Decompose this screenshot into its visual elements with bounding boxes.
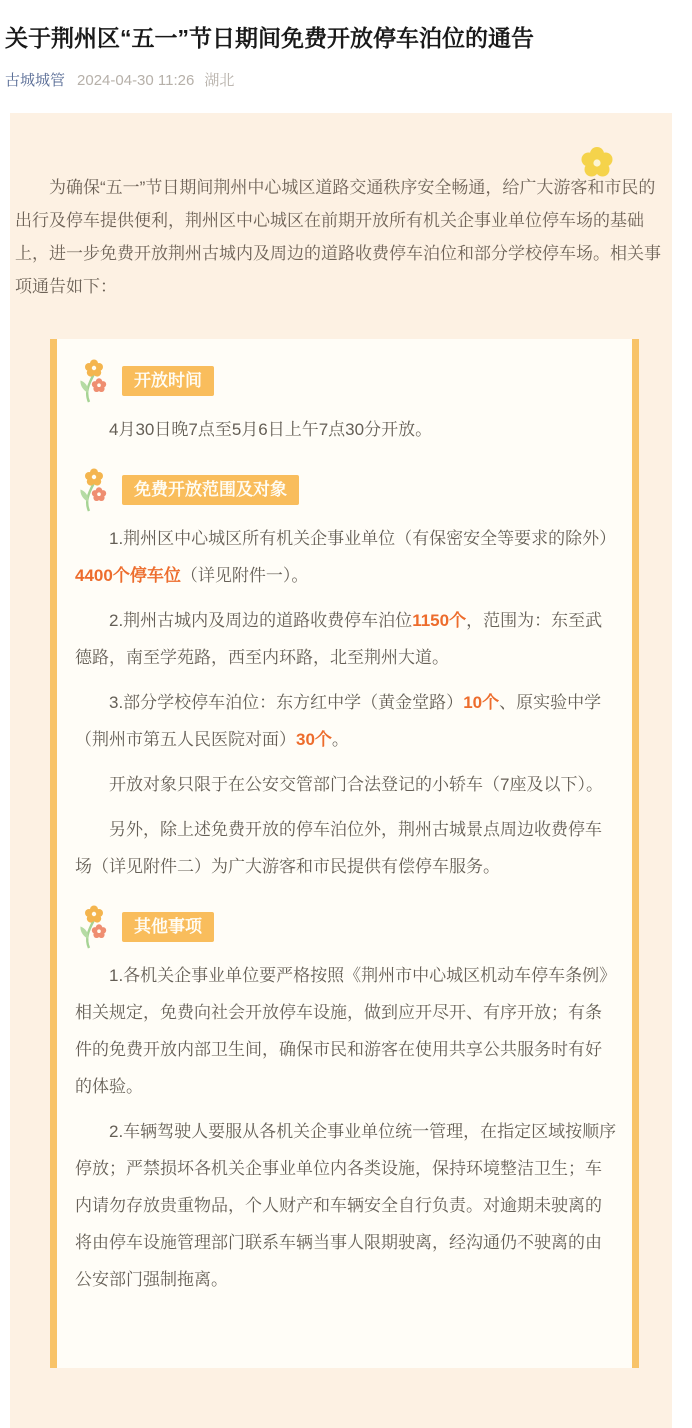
paragraph-scope-4: 开放对象只限于在公安交管部门合法登记的小轿车（7座及以下）。 <box>109 775 603 795</box>
section-header-other <box>75 905 618 949</box>
section-header-open-time <box>75 359 618 403</box>
publish-location: 湖北 <box>204 72 235 90</box>
section-badge-open-time: 开放时间 <box>122 366 214 396</box>
flower-decoration-icon <box>580 146 614 180</box>
flower-sprig-icon <box>75 468 107 512</box>
notice-card <box>50 339 639 1368</box>
account-name-link[interactable]: 古城城管 <box>5 72 66 90</box>
article-body <box>10 113 672 1428</box>
section-header-scope <box>75 468 618 512</box>
article-title: 关于荆州区“五一”节日期间免费开放停车泊位的通告 <box>5 25 534 51</box>
section-badge-other: 其他事项 <box>122 912 214 942</box>
paragraph-other-1: 1.各机关企事业单位要严格按照《荆州市中心城区机动车停车条例》相关规定，免费向社会开放停车设施，做到应开尽开、有序开放；有条件的免费开放内部卫生间，确保市民和游客在使用共享公共服务时有好的体验。 <box>75 966 617 1097</box>
flower-sprig-icon <box>75 905 107 949</box>
paragraph-scope-5: 另外，除上述免费开放的停车泊位外，荆州古城景点周边收费停车场（详见附件二）为广大游客和市民提供有偿停车服务。 <box>75 820 602 877</box>
publish-time: 2024-04-30 11:26 <box>77 72 195 90</box>
section-badge-scope: 免费开放范围及对象 <box>122 475 299 505</box>
article-meta <box>5 70 687 91</box>
paragraph-scope-3: 3.部分学校停车泊位：东方红中学（黄金堂路）10个、原实验中学（荆州市第五人民医院对面）30个。 <box>75 693 602 750</box>
intro-paragraph: 为确保“五一”节日期间荆州中心城区道路交通秩序安全畅通，给广大游客和市民的出行及停车提供便利，荆州区中心城区在前期开放所有机关企事业单位停车场的基础上，进一步免费开放荆州古城内及周边的道路收费停车泊位和部分学校停车场。相关事项通告如下： <box>15 178 661 297</box>
paragraph-scope-2: 2.荆州古城内及周边的道路收费停车泊位1150个，范围为：东至武德路，南至学苑路，西至内环路，北至荆州大道。 <box>75 611 603 668</box>
paragraph-open-time: 4月30日晚7点至5月6日上午7点30分开放。 <box>109 420 433 440</box>
paragraph-other-2: 2.车辆驾驶人要服从各机关企事业单位统一管理，在指定区域按顺序停放；严禁损坏各机关企事业单位内各类设施，保持环境整洁卫生；车内请勿存放贵重物品，个人财产和车辆安全自行负责。对逾期未驶离的将由停车设施管理部门联系车辆当事人限期驶离，经沟通仍不驶离的由公安部门强制拖离。 <box>75 1122 617 1290</box>
flower-sprig-icon <box>75 359 107 403</box>
paragraph-scope-1: 1.荆州区中心城区所有机关企事业单位（有保密安全等要求的除外）4400个停车位（详见附件一）。 <box>75 529 617 586</box>
